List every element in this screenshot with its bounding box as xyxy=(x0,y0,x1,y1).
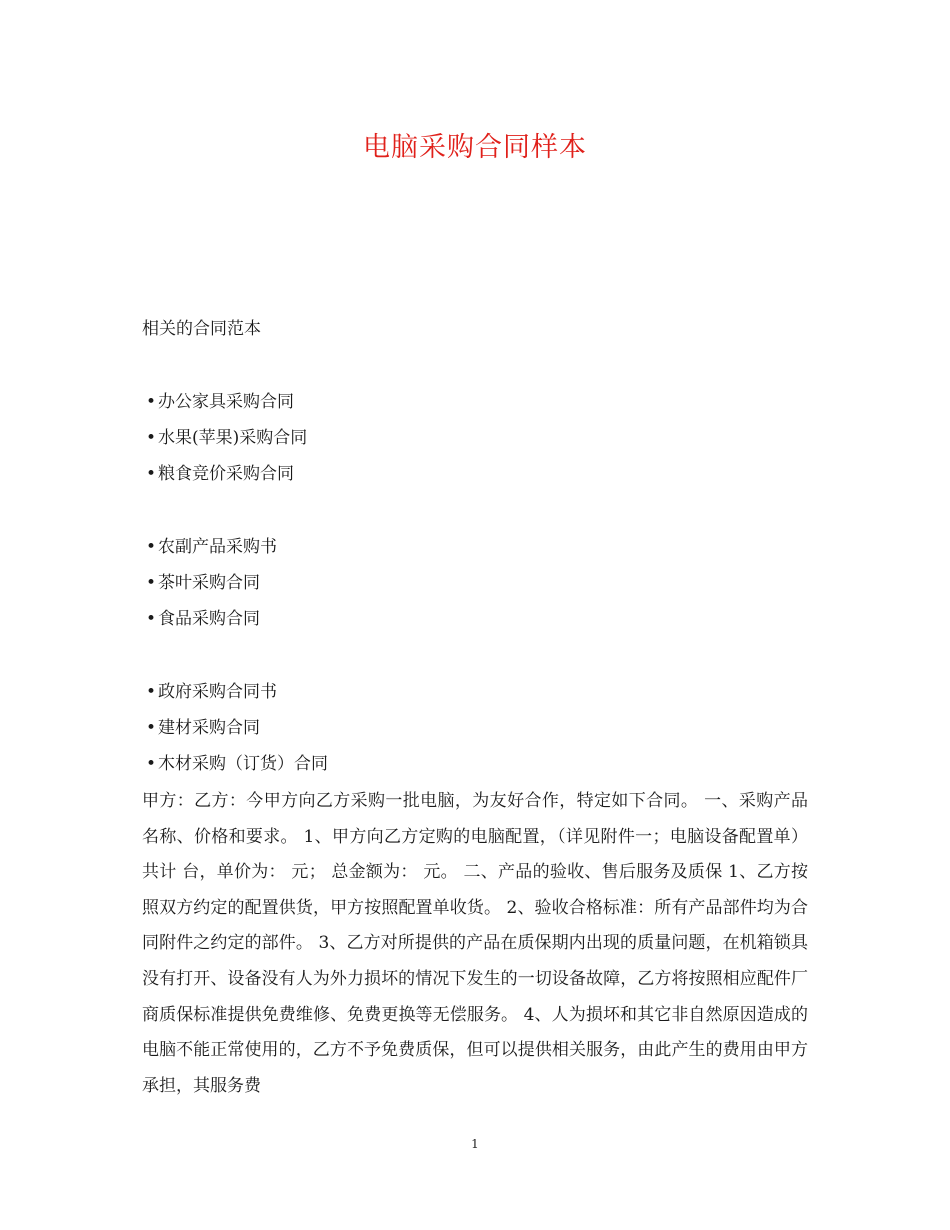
bullet-icon: • xyxy=(146,464,157,484)
bullet-icon: • xyxy=(146,682,157,702)
related-contract-link[interactable] xyxy=(146,420,307,456)
bullet-icon: • xyxy=(146,537,157,557)
bullet-icon: • xyxy=(146,392,157,412)
contract-body-paragraph: 甲方：乙方：今甲方向乙方采购一批电脑，为友好合作，特定如下合同。 一、采购产品名称、价格和要求。 1、甲方向乙方定购的电脑配置，（详见附件一；电脑设备配置单）共计 台，单价为： 元； 总金额为： 元。 二、产品的验收、售后服务及质保 1、乙方按照双方约定的配置供货，甲方按照配置单收货。 2、验收合格标准：所有产品部件均为合同附件之约定的部件。 3、乙方对所提供的产品在质保期内出现的质量问题，在机箱锁具没有打开、设备没有人为外力损坏的情况下发生的一切设备故障，乙方将按照相应配件厂商质保标准提供免费维修、免费更换等无偿服务。 4、人为损坏和其它非自然原因造成的电脑不能正常使用的，乙方不予免费质保，但可以提供相关服务，由此产生的费用由甲方承担，其服务费 xyxy=(142,791,808,1096)
page-number: 1 xyxy=(471,1137,479,1151)
related-contracts-group-2 xyxy=(146,529,277,637)
related-contract-label: 木材采购（订货）合同 xyxy=(158,754,328,774)
related-contract-link[interactable] xyxy=(146,601,277,637)
related-contract-label: 水果(苹果)采购合同 xyxy=(158,428,308,448)
document-title: 电脑采购合同样本 xyxy=(363,132,587,163)
related-contract-label: 办公家具采购合同 xyxy=(158,392,294,412)
related-contracts-group-1 xyxy=(146,384,307,492)
related-contract-link[interactable] xyxy=(146,710,328,746)
bullet-icon: • xyxy=(146,428,157,448)
related-contracts-heading: 相关的合同范本 xyxy=(142,319,261,339)
related-contract-label: 农副产品采购书 xyxy=(158,537,277,557)
related-contract-link[interactable] xyxy=(146,746,328,782)
bullet-icon: • xyxy=(146,609,157,629)
related-contract-label: 政府采购合同书 xyxy=(158,682,277,702)
related-contract-link[interactable] xyxy=(146,384,307,420)
related-contract-label: 建材采购合同 xyxy=(158,718,260,738)
related-contracts-group-3 xyxy=(146,674,328,782)
related-contract-link[interactable] xyxy=(146,565,277,601)
bullet-icon: • xyxy=(146,718,157,738)
related-contract-link[interactable] xyxy=(146,674,328,710)
related-contract-link[interactable] xyxy=(146,456,307,492)
bullet-icon: • xyxy=(146,573,157,593)
related-contract-label: 粮食竞价采购合同 xyxy=(158,464,294,484)
related-contract-label: 茶叶采购合同 xyxy=(158,573,260,593)
related-contract-label: 食品采购合同 xyxy=(158,609,260,629)
bullet-icon: • xyxy=(146,754,157,774)
related-contract-link[interactable] xyxy=(146,529,277,565)
